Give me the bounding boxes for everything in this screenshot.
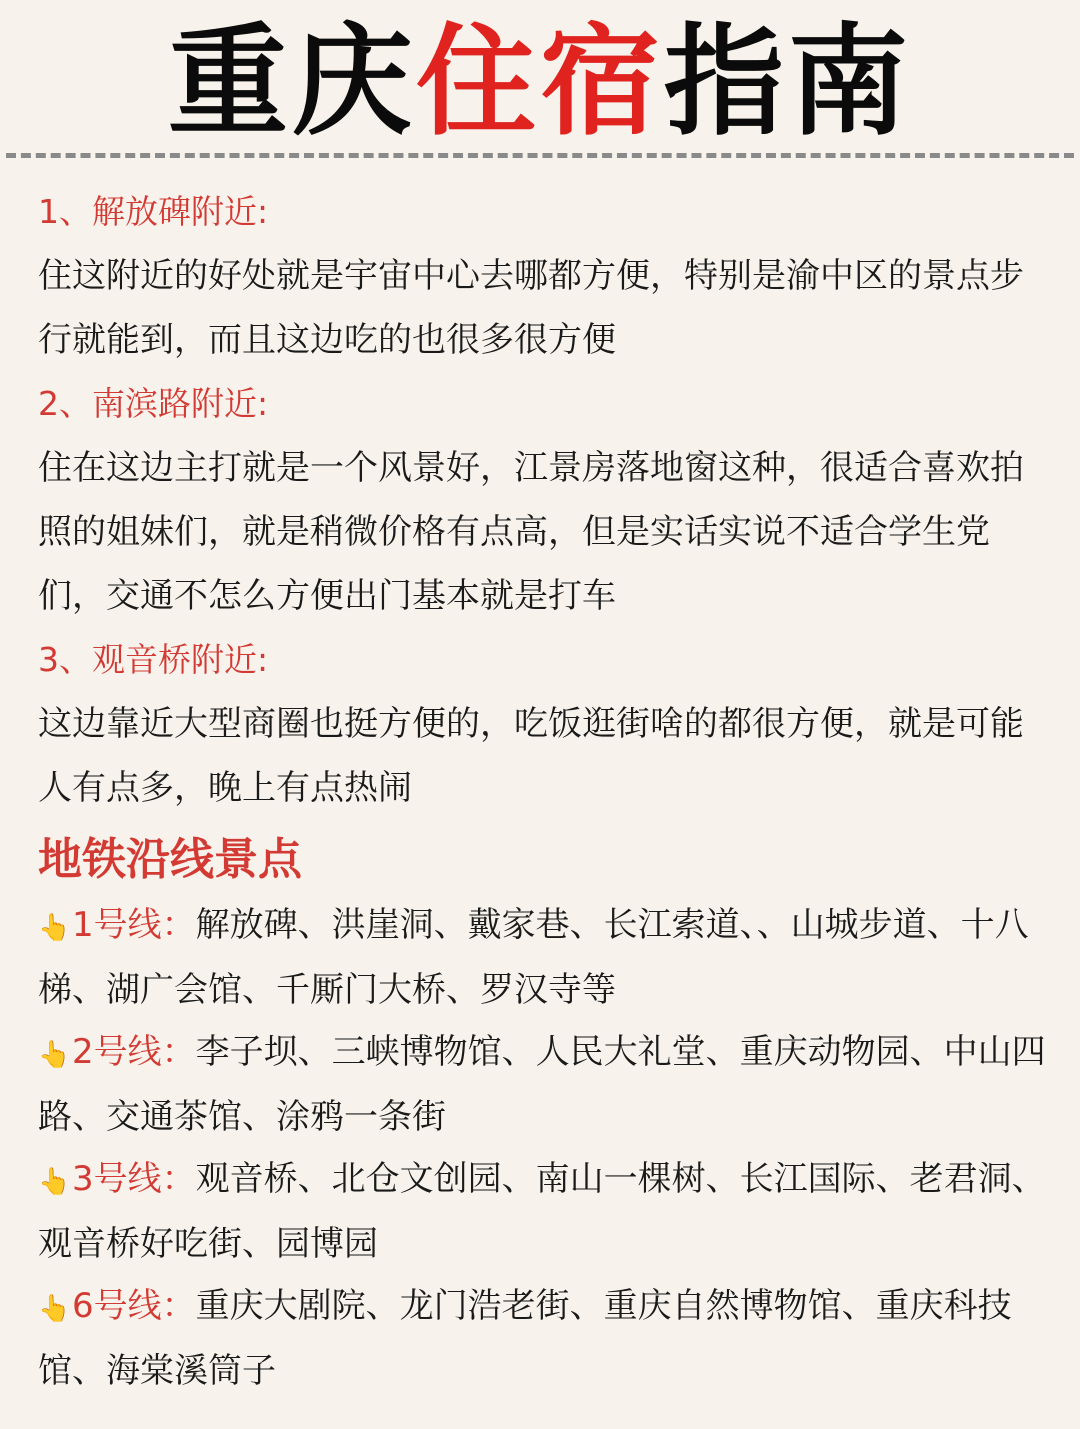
title-part-1: 重庆: [168, 13, 416, 152]
section-body-jiefangbei: 住这附近的好处就是宇宙中心去哪都方便，特别是渝中区的景点步行就能到，而且这边吃的也很多很方便: [38, 256, 1024, 360]
metro-line-stops: 解放碑、洪崖洞、戴家巷、长江索道、、山城步道、十八梯、湖广会馆、千厮门大桥、罗汉寺等: [38, 905, 1029, 1010]
pointing-hand-icon: 👆: [38, 913, 71, 943]
metro-line-label: 1号线：: [72, 905, 196, 945]
section-heading-guanyinqiao: 3、观音桥附近:: [38, 640, 269, 679]
metro-line-label: 6号线：: [72, 1286, 196, 1326]
metro-line-6: [38, 1275, 1048, 1402]
section-body-nanbinlu: 住在这边主打就是一个风景好，江景房落地窗这种，很适合喜欢拍照的姐妹们，就是稍微价格有点高，但是实话实说不适合学生党们，交通不怎么方便出门基本就是打车: [38, 448, 1024, 616]
pointing-hand-icon: 👆: [38, 1294, 71, 1324]
metro-heading: 地铁沿线景点: [38, 834, 302, 885]
title-highlight: 住宿: [416, 13, 664, 152]
metro-line-stops: 重庆大剧院、龙门浩老街、重庆自然博物馆、重庆科技馆、海棠溪筒子: [38, 1286, 1012, 1391]
metro-line-3: [38, 1148, 1048, 1275]
page-title: [0, 13, 1080, 152]
section-heading-nanbinlu: 2、南滨路附近:: [38, 384, 269, 423]
title-divider: [6, 153, 1074, 158]
metro-line-stops: 李子坝、三峡博物馆、人民大礼堂、重庆动物园、中山四路、交通茶馆、涂鸦一条街: [38, 1032, 1046, 1137]
pointing-hand-icon: 👆: [38, 1040, 71, 1070]
metro-line-2: [38, 1021, 1048, 1148]
title-part-2: 指南: [664, 13, 912, 152]
metro-line-1: [38, 894, 1048, 1021]
guide-content: [38, 180, 1048, 1402]
metro-line-stops: 观音桥、北仓文创园、南山一棵树、长江国际、老君洞、观音桥好吃街、园博园: [38, 1159, 1046, 1264]
section-body-guanyinqiao: 这边靠近大型商圈也挺方便的，吃饭逛街啥的都很方便，就是可能人有点多，晚上有点热闹: [38, 704, 1024, 808]
pointing-hand-icon: 👆: [38, 1167, 71, 1197]
section-heading-jiefangbei: 1、解放碑附近:: [38, 192, 269, 231]
metro-line-label: 2号线：: [72, 1032, 196, 1072]
metro-line-label: 3号线：: [72, 1159, 196, 1199]
